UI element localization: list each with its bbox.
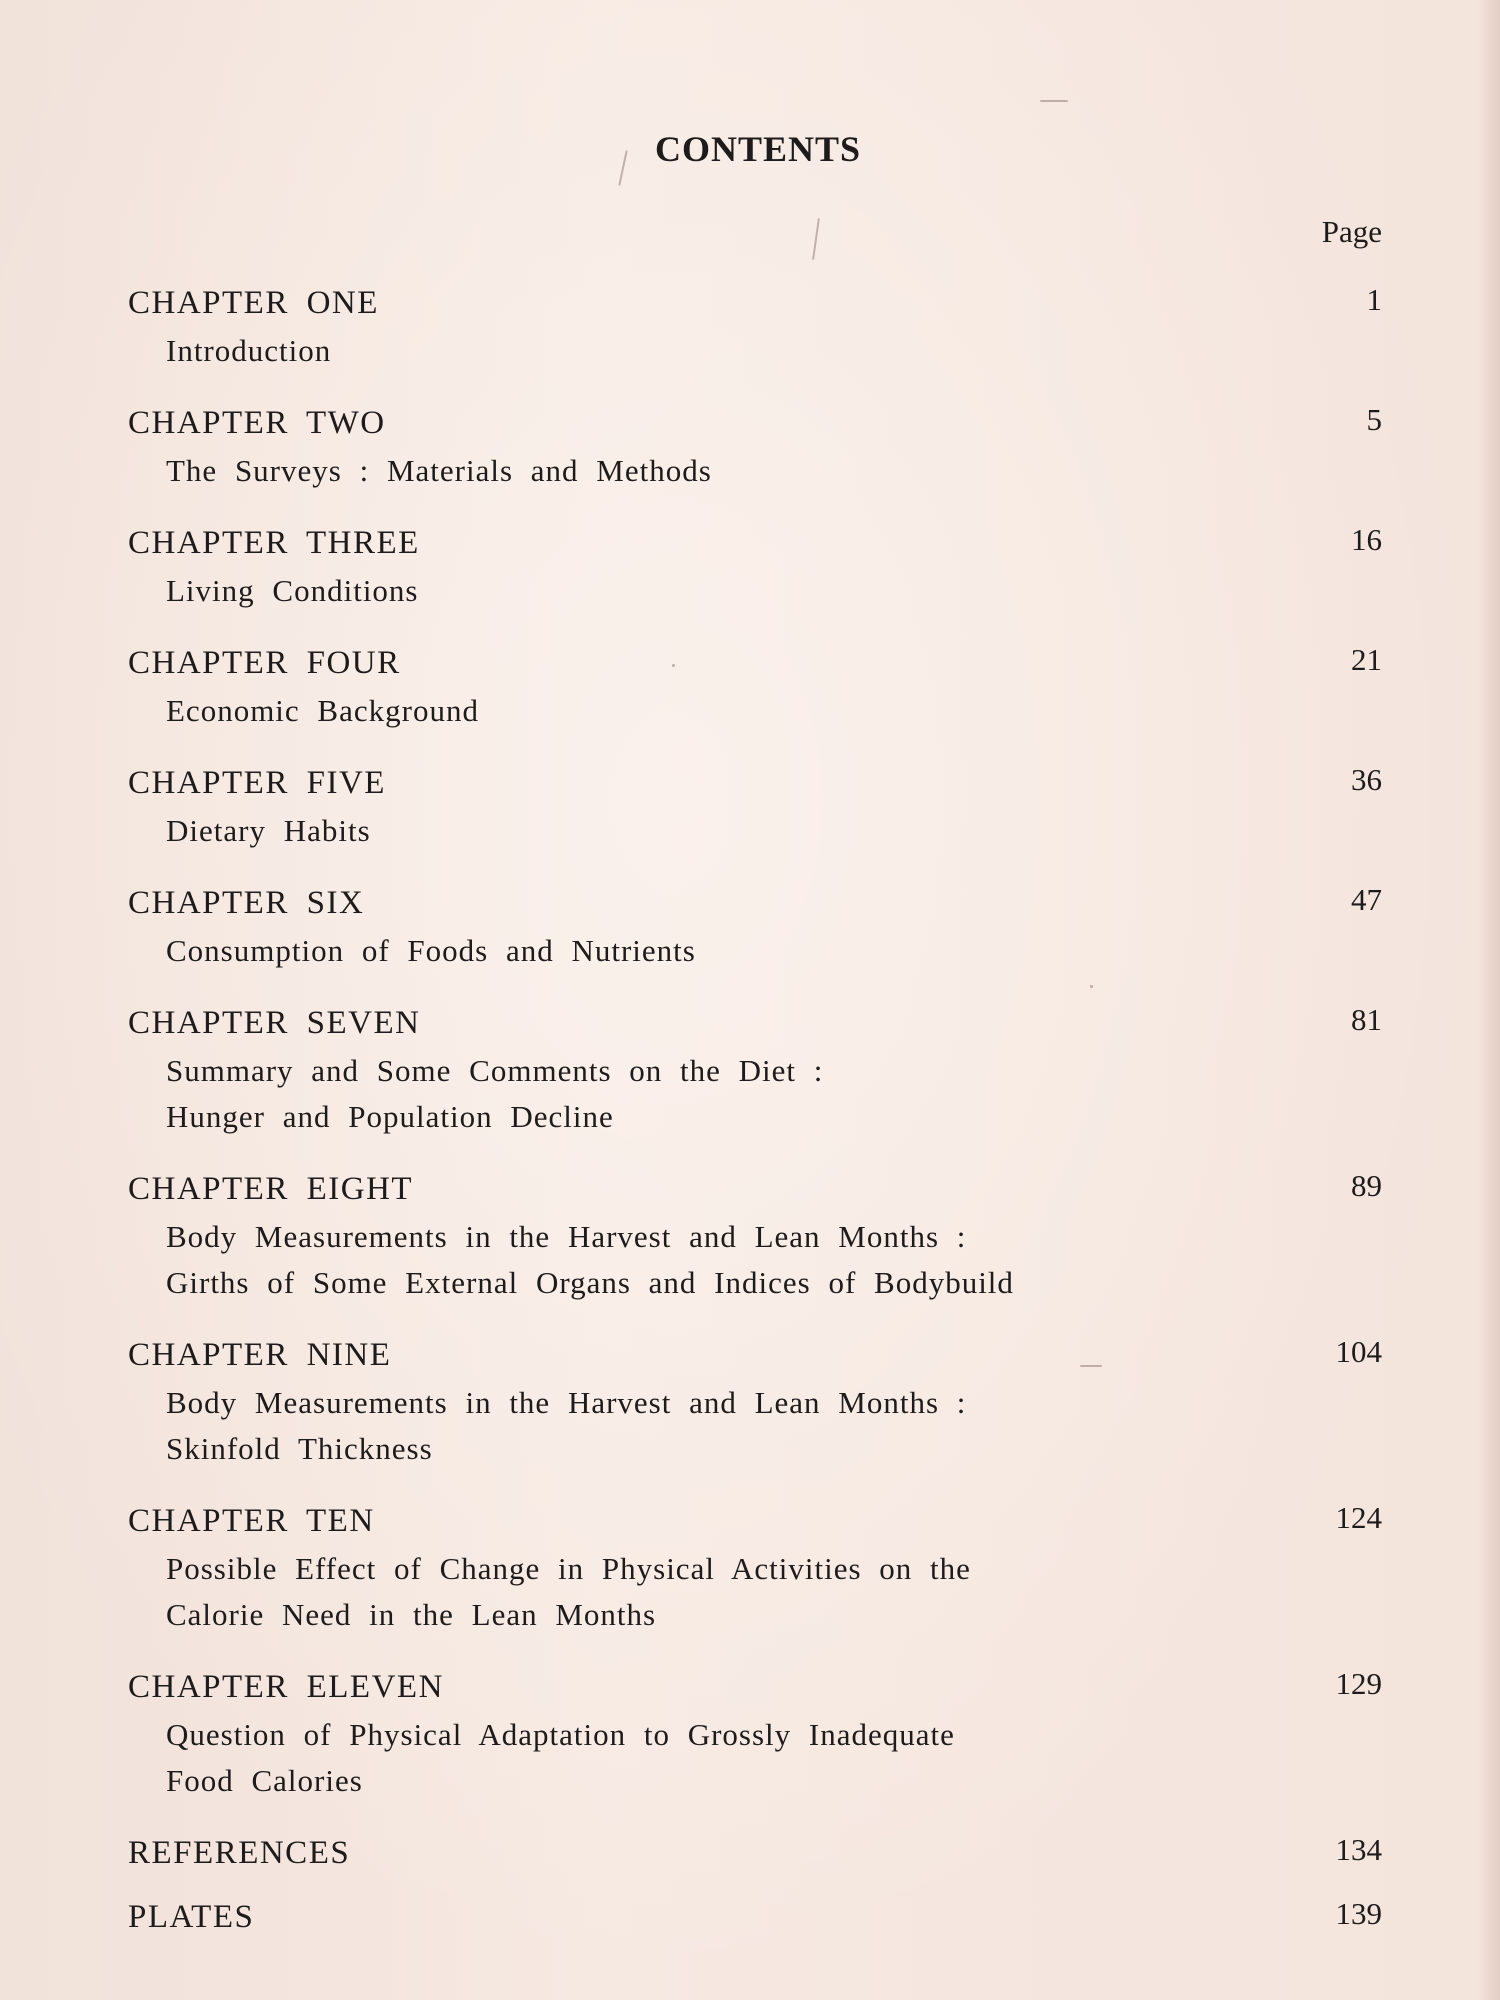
entry-spacer [128,614,1382,638]
chapter-heading: REFERENCES [128,1835,351,1871]
entry-spacer [128,374,1382,398]
chapter-subtitle: Skinfold Thickness [166,1431,433,1466]
chapter-subtitle: Possible Effect of Change in Physical Activities on the [166,1551,971,1586]
page-number: 16 [1351,522,1382,557]
chapter-subtitle: Calorie Need in the Lean Months [166,1597,657,1632]
page-column-heading: Page [1321,214,1382,249]
entry-spacer [128,1804,1382,1828]
chapter-subtitle: Consumption of Foods and Nutrients [166,933,696,968]
toc-entry [128,758,1382,854]
entry-spacer [128,734,1382,758]
entry-spacer [128,854,1382,878]
entry-spacer [128,974,1382,998]
toc-entry [128,1828,1382,1878]
page-number: 47 [1351,882,1382,917]
page-number: 36 [1351,762,1382,797]
chapter-heading: CHAPTER NINE [128,1337,392,1373]
entry-spacer [128,494,1382,518]
page-number: 139 [1335,1896,1382,1931]
chapter-subtitle: Girths of Some External Organs and Indices of Bodybuild [166,1265,1014,1300]
entry-spacer [128,1638,1382,1662]
chapter-heading: CHAPTER EIGHT [128,1171,414,1207]
page-number: 89 [1351,1168,1382,1203]
chapter-subtitle: The Surveys : Materials and Methods [166,453,712,488]
chapter-subtitle: Hunger and Population Decline [166,1099,614,1134]
contents-title: CONTENTS [654,129,862,169]
chapter-heading: CHAPTER TEN [128,1503,375,1539]
toc-entry [128,1164,1382,1306]
toc-entry [128,638,1382,734]
entry-spacer [128,1140,1382,1164]
table-of-contents [128,278,1382,1942]
entry-spacer [128,1472,1382,1496]
chapter-subtitle: Food Calories [166,1763,363,1798]
toc-entry [128,878,1382,974]
chapter-subtitle: Body Measurements in the Harvest and Lean Months : [166,1385,967,1420]
chapter-heading: CHAPTER TWO [128,405,386,441]
page-number: 124 [1335,1500,1382,1535]
page-edge-shadow [1478,0,1500,2000]
toc-entry [128,1662,1382,1804]
chapter-subtitle: Economic Background [166,693,479,728]
chapter-heading: CHAPTER ELEVEN [128,1669,444,1705]
toc-entry [128,998,1382,1140]
page-number: 21 [1351,642,1382,677]
chapter-heading: CHAPTER THREE [128,525,420,561]
toc-entry [128,278,1382,374]
paper-scratch [1040,100,1068,102]
toc-entry [128,1330,1382,1472]
page-number: 81 [1351,1002,1382,1037]
paper-scratch [812,218,820,260]
page-number: 129 [1335,1666,1382,1701]
chapter-subtitle: Summary and Some Comments on the Diet : [166,1053,824,1088]
page-number: 104 [1335,1334,1382,1369]
chapter-heading: CHAPTER SEVEN [128,1005,421,1041]
chapter-heading: CHAPTER ONE [128,285,379,321]
entry-spacer [128,1878,1382,1892]
chapter-subtitle: Introduction [166,333,332,368]
chapter-heading: CHAPTER FIVE [128,765,386,801]
chapter-heading: CHAPTER SIX [128,885,365,921]
chapter-heading: PLATES [128,1899,255,1935]
chapter-heading: CHAPTER FOUR [128,645,401,681]
page-number: 134 [1335,1832,1382,1867]
toc-entry [128,1892,1382,1942]
toc-entry [128,1496,1382,1638]
chapter-subtitle: Living Conditions [166,573,419,608]
page-number: 5 [1366,402,1382,437]
toc-entry [128,398,1382,494]
chapter-subtitle: Question of Physical Adaptation to Grossly Inadequate [166,1717,955,1752]
chapter-subtitle: Dietary Habits [166,813,371,848]
chapter-subtitle: Body Measurements in the Harvest and Lean Months : [166,1219,967,1254]
toc-entry [128,518,1382,614]
page-number: 1 [1366,282,1382,317]
entry-spacer [128,1306,1382,1330]
